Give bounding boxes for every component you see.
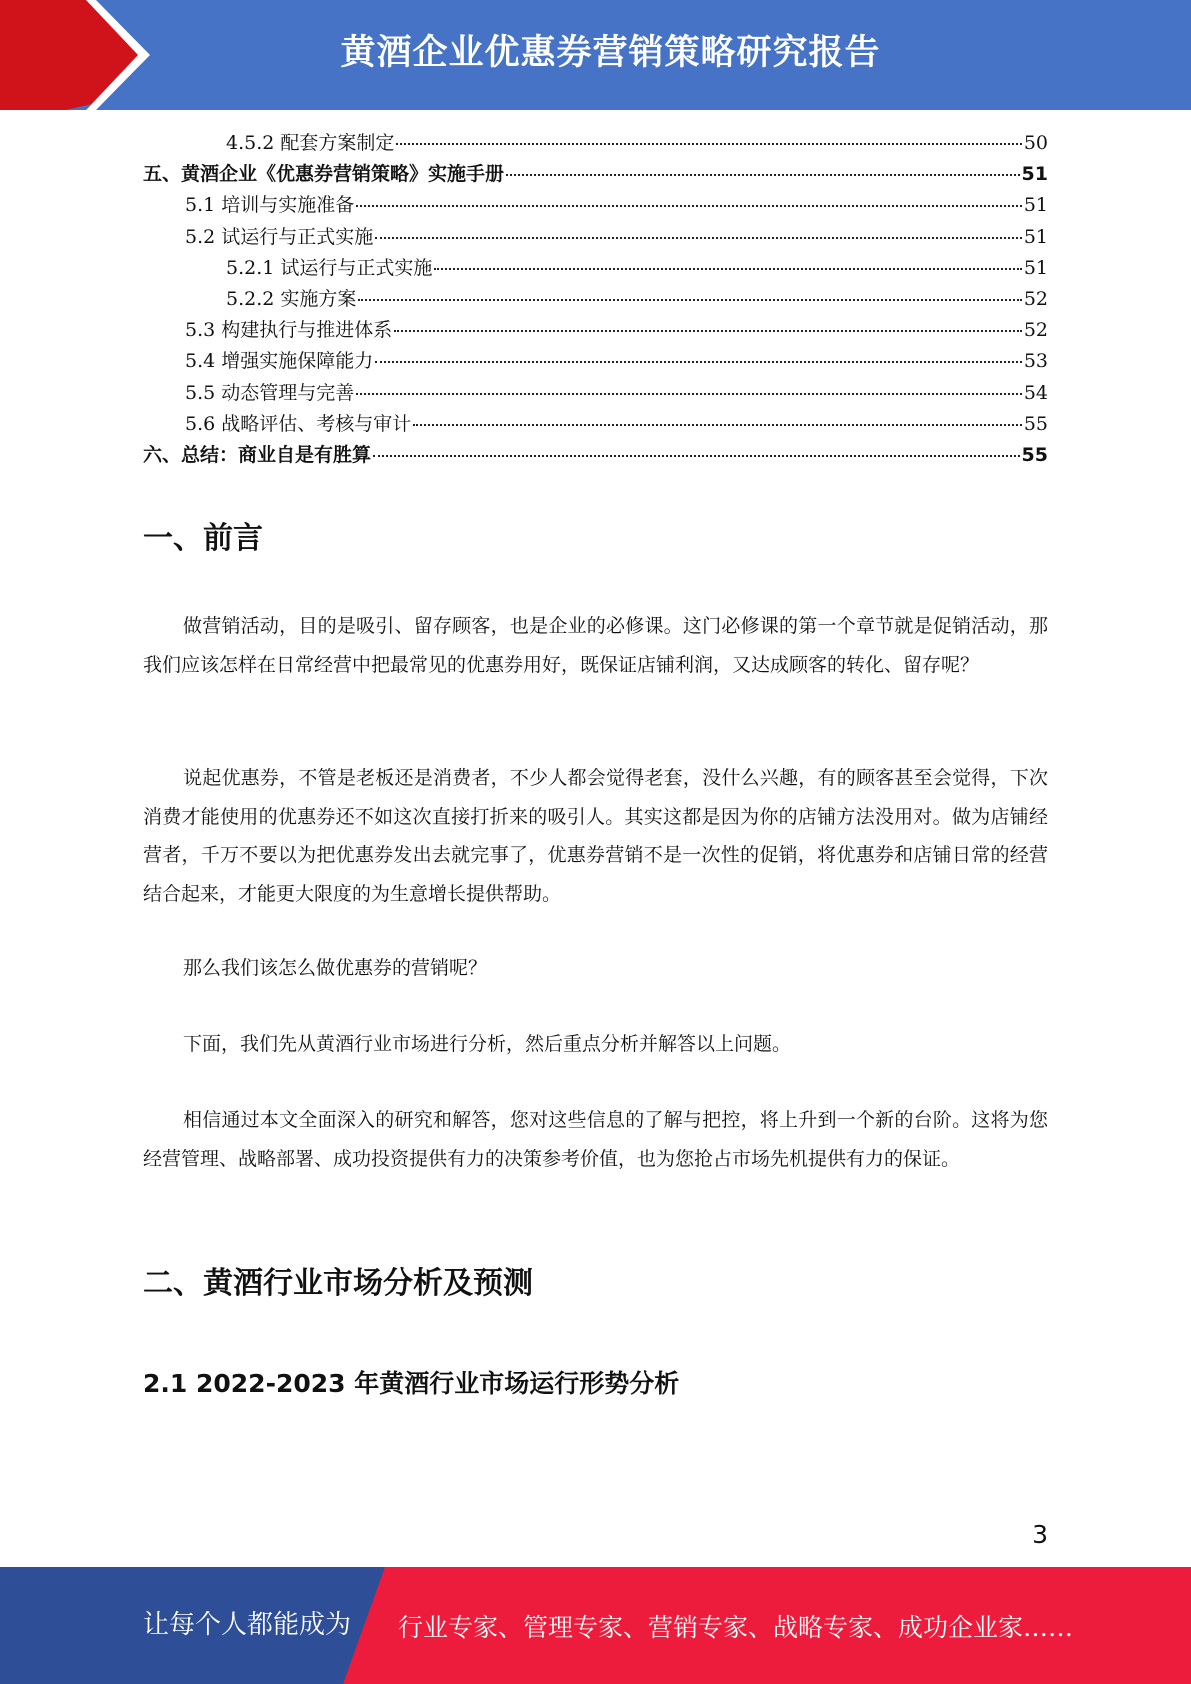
toc-entry-label: 5.6 战略评估、考核与审计 — [185, 412, 412, 435]
toc-entry-page-number: 53 — [1023, 350, 1048, 373]
toc-entry[interactable] — [143, 284, 1048, 315]
toc-entry[interactable] — [143, 346, 1048, 377]
report-title: 黄酒企业优惠券营销策略研究报告 — [340, 33, 881, 73]
toc-dot-leader — [396, 143, 1021, 145]
toc-entry-label: 5.2.2 实施方案 — [226, 287, 357, 310]
page-number: 3 — [1032, 1520, 1048, 1549]
toc-entry[interactable] — [143, 315, 1048, 346]
toc-entry-label: 5.2 试运行与正式实施 — [185, 225, 374, 248]
toc-dot-leader — [375, 361, 1022, 363]
toc-dot-leader — [394, 330, 1022, 332]
toc-entry-label: 5.5 动态管理与完善 — [185, 381, 355, 404]
toc-entry-label: 五、黄酒企业《优惠券营销策略》实施手册 — [143, 163, 505, 186]
toc-entry-page-number: 51 — [1023, 225, 1048, 248]
toc-entry[interactable] — [143, 159, 1048, 190]
toc-entry-page-number: 51 — [1023, 256, 1048, 279]
toc-dot-leader — [358, 299, 1021, 301]
toc-entry[interactable] — [143, 440, 1048, 471]
toc-entry-page-number: 52 — [1023, 287, 1048, 310]
toc-entry-page-number: 55 — [1021, 443, 1048, 466]
toc-entry-label: 5.2.1 试运行与正式实施 — [226, 256, 433, 279]
preface-paragraph-2: 说起优惠券，不管是老板还是消费者，不少人都会觉得老套，没什么兴趣，有的顾客甚至会觉得，下次消费才能使用的优惠券还不如这次直接打折来的吸引人。其实这都是因为你的店铺方法没用对。做为店铺经营者，千万不要以为把优惠券发出去就完事了，优惠券营销不是一次性的促销，将优惠券和店铺日常的经营结合起来，才能更大限度的为生意增长提供帮助。 — [143, 767, 1048, 905]
toc-entry-page-number: 54 — [1023, 381, 1048, 404]
toc-entry-label: 4.5.2 配套方案制定 — [226, 132, 395, 154]
preface-paragraph-3: 那么我们该怎么做优惠券的营销呢？ — [183, 957, 488, 979]
subsection-heading-2-1: 2.1 2022-2023 年黄酒行业市场运行形势分析 — [143, 1369, 680, 1398]
footer-slogan-right: 行业专家、管理专家、营销专家、战略专家、成功企业家…… — [398, 1613, 1074, 1642]
toc-entry-page-number: 50 — [1023, 132, 1048, 154]
toc-entry-page-number: 51 — [1023, 194, 1048, 217]
toc-entry-page-number: 55 — [1023, 412, 1048, 435]
preface-paragraph-4: 下面，我们先从黄酒行业市场进行分析，然后重点分析并解答以上问题。 — [183, 1033, 792, 1055]
toc-dot-leader — [356, 205, 1022, 207]
preface-paragraph-1: 做营销活动，目的是吸引、留存顾客，也是企业的必修课。这门必修课的第一个章节就是促销活动，那我们应该怎样在日常经营中把最常见的优惠券用好，既保证店铺利润，又达成顾客的转化、留存呢？ — [143, 615, 1048, 676]
toc-entry-label: 5.1 培训与实施准备 — [185, 194, 355, 217]
toc-dot-leader — [375, 237, 1022, 239]
toc-dot-leader — [506, 174, 1020, 176]
toc-entry[interactable] — [143, 378, 1048, 409]
toc-entry[interactable] — [143, 409, 1048, 440]
page-header — [0, 0, 1191, 110]
section-heading-market-analysis: 二、黄酒行业市场分析及预测 — [143, 1266, 533, 1301]
table-of-contents — [143, 128, 1048, 471]
toc-dot-leader — [356, 393, 1022, 395]
preface-paragraph-5: 相信通过本文全面深入的研究和解答，您对这些信息的了解与把控，将上升到一个新的台阶。这将为您经营管理、战略部署、成功投资提供有力的决策参考价值，也为您抢占市场先机提供有力的保证。 — [143, 1109, 1048, 1170]
page-footer — [0, 1567, 1191, 1684]
section-heading-preface: 一、前言 — [143, 521, 263, 556]
toc-entry[interactable] — [143, 128, 1048, 159]
footer-slogan-left: 让每个人都能成为 — [143, 1610, 352, 1640]
toc-entry-label: 5.3 构建执行与推进体系 — [185, 319, 393, 342]
toc-dot-leader — [373, 455, 1020, 457]
toc-dot-leader — [434, 268, 1021, 270]
toc-dot-leader — [413, 424, 1022, 426]
toc-entry-page-number: 51 — [1021, 163, 1048, 186]
toc-entry[interactable] — [143, 253, 1048, 284]
toc-entry-page-number: 52 — [1023, 319, 1048, 342]
toc-entry-label: 六、总结：商业自是有胜算 — [143, 443, 372, 466]
toc-entry[interactable] — [143, 190, 1048, 221]
toc-entry-label: 5.4 增强实施保障能力 — [185, 350, 374, 373]
toc-entry[interactable] — [143, 222, 1048, 253]
